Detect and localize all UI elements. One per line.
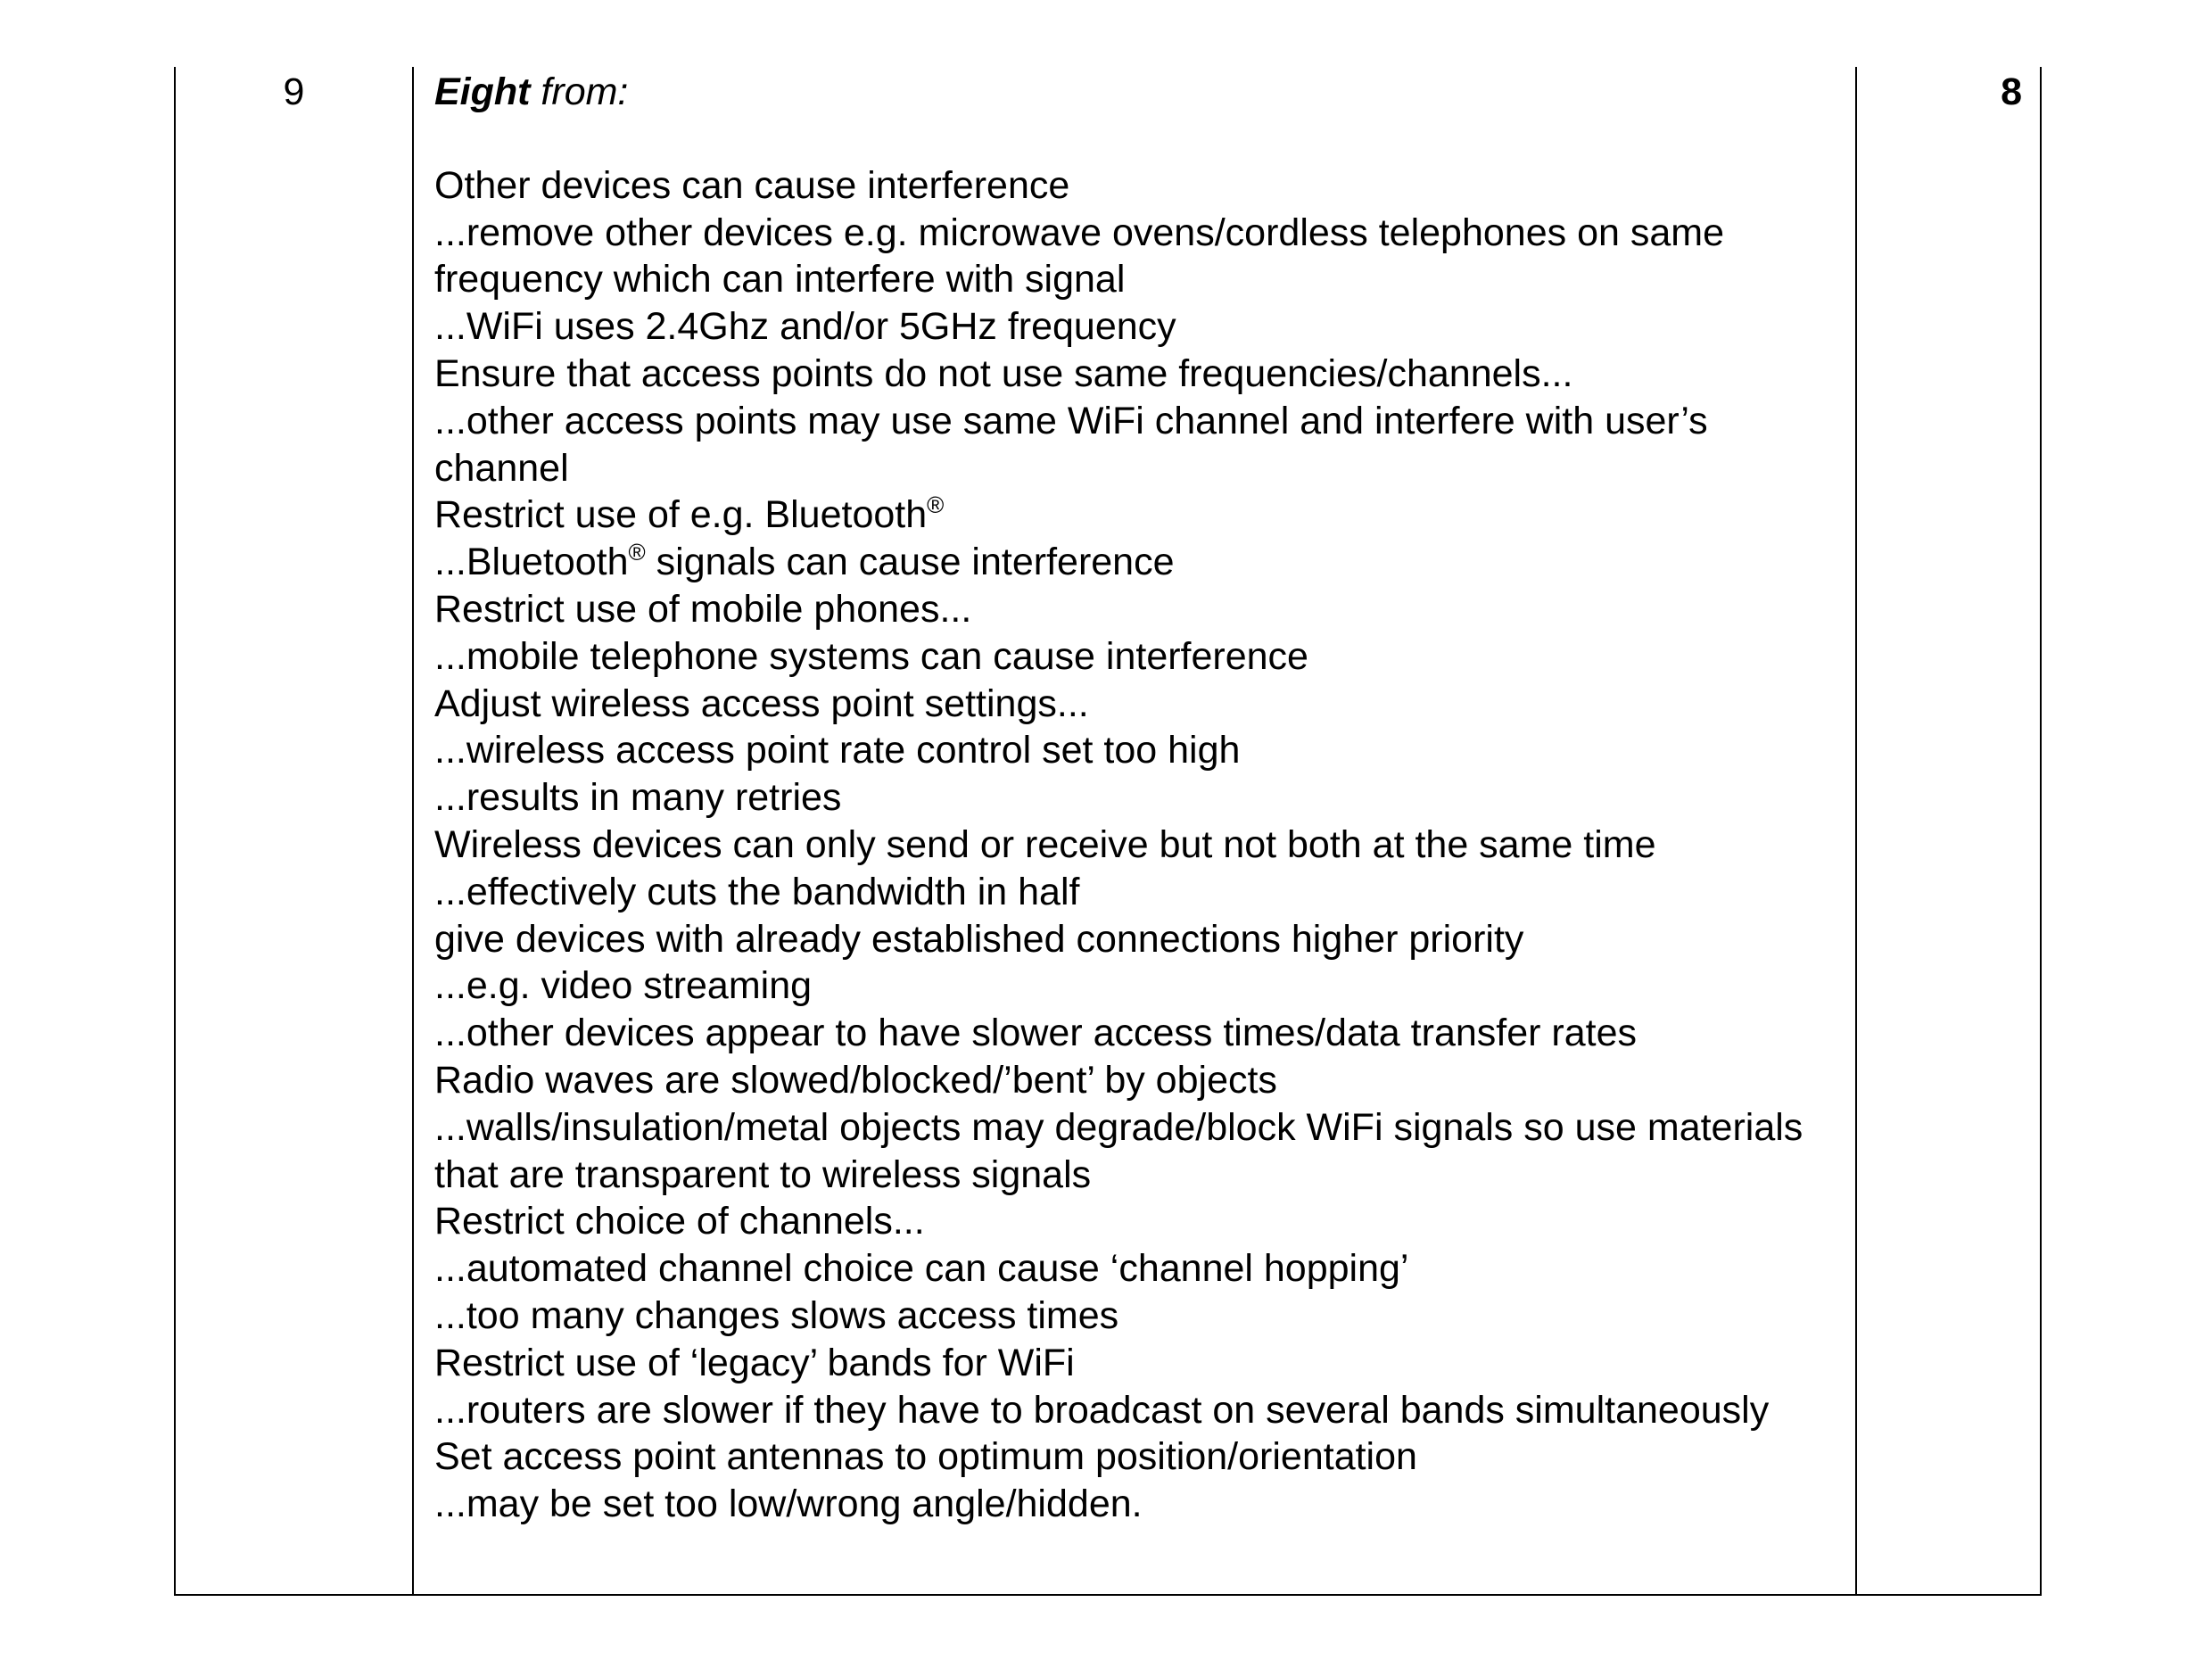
- column-divider-marks: [1855, 67, 1857, 1594]
- question-number: 9: [283, 70, 305, 113]
- answer-line: Restrict use of mobile phones...: [434, 587, 972, 631]
- answer-line: Restrict use of ‘legacy’ bands for WiFi: [434, 1341, 1075, 1384]
- answer-line: ...other devices appear to have slower access times/data transfer rates: [434, 1012, 1637, 1055]
- registered-trademark-symbol: ®: [628, 539, 646, 566]
- answer-line: ...mobile telephone systems can cause interference: [434, 634, 1308, 678]
- answer-line: Wireless devices can only send or receive but not both at the same time: [434, 822, 1656, 866]
- answer-line: ...walls/insulation/metal objects may degrade/block WiFi signals so use materials that are transparent to wireless signals: [434, 1105, 1803, 1196]
- answer-line: [434, 539, 1844, 586]
- mark-scheme-table: [174, 67, 2042, 1596]
- answer-line: ...remove other devices e.g. microwave ovens/cordless telephones on same frequency which can interfere with signal: [434, 211, 1725, 301]
- answer-line: ...other access points may use same WiFi channel and interfere with user’s channel: [434, 399, 1708, 490]
- answer-line: ...e.g. video streaming: [434, 964, 813, 1008]
- answer-line: ...WiFi uses 2.4Ghz and/or 5GHz frequency: [434, 305, 1176, 349]
- answer-heading: [434, 69, 1844, 116]
- answer-line: ...too many changes slows access times: [434, 1293, 1119, 1337]
- answer-line: ...results in many retries: [434, 776, 842, 820]
- answer-line-text: Restrict use of e.g. Bluetooth: [434, 493, 928, 537]
- answer-line: ...automated channel choice can cause ‘channel hopping’: [434, 1247, 1409, 1291]
- answer-line: Other devices can cause interference: [434, 163, 1070, 207]
- answer-heading-rest: from:: [530, 70, 629, 113]
- answer-line: ...effectively cuts the bandwidth in half: [434, 870, 1080, 913]
- answer-cell: [434, 69, 1844, 1528]
- answer-line: Set access point antennas to optimum position/orientation: [434, 1435, 1417, 1479]
- answer-line: Adjust wireless access point settings...: [434, 681, 1089, 725]
- answer-line: ...routers are slower if they have to broadcast on several bands simultaneously: [434, 1388, 1770, 1432]
- answer-heading-count: Eight: [434, 70, 531, 113]
- answer-line-text: ...Bluetooth: [434, 541, 629, 584]
- column-divider-question: [412, 67, 414, 1594]
- answer-line: Ensure that access points do not use same frequencies/channels...: [434, 351, 1573, 395]
- answer-line: [434, 491, 1844, 539]
- answer-line: give devices with already established connections higher priority: [434, 917, 1524, 961]
- answer-line: ...wireless access point rate control set too high: [434, 729, 1241, 772]
- answer-line: Radio waves are slowed/blocked/’bent’ by objects: [434, 1058, 1277, 1102]
- answer-line: ...may be set too low/wrong angle/hidden.: [434, 1482, 1143, 1526]
- answer-line-text-suffix: signals can cause interference: [645, 541, 1175, 584]
- answer-line: Restrict choice of channels...: [434, 1200, 925, 1243]
- registered-trademark-symbol: ®: [927, 491, 945, 519]
- marks-value: 8: [2001, 70, 2022, 113]
